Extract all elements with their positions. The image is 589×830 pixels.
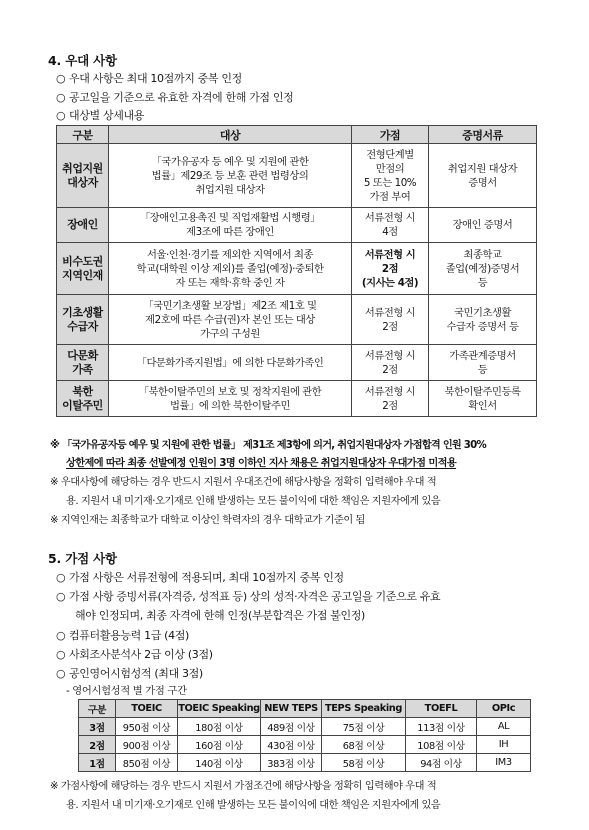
row-category: 다문화 가족 xyxy=(57,345,109,381)
circle-bullet-icon: ○ xyxy=(56,109,66,122)
note-veterans-line2: 상한제에 따라 최종 선발예정 인원이 3명 이하인 지사 채용은 취업지원대상자 우대가점 미적용 xyxy=(66,458,457,469)
row-points: 서류전형 시 4점 xyxy=(352,208,429,243)
header-toeic-speaking: TOEIC Speaking xyxy=(178,700,261,718)
note-preference-line1: ※ 우대사항에 해당하는 경우 반드시 지원서 우대조건에 해당사항을 정확히 입력해야 우대 적 xyxy=(50,477,437,488)
bullet-item: ○ 공고일을 기준으로 유효한 자격에 한해 가점 인정 xyxy=(56,91,294,104)
note-veterans-line1: ※ 「국가유공자등 예우 및 지원에 관한 법률」 제31조 제3항에 의거, 취업지원대상자 가점합격 인원 30% xyxy=(50,440,486,451)
circle-bullet-icon: ○ xyxy=(56,91,66,104)
row-docs: 국민기초생활 수급자 증명서 등 xyxy=(429,295,537,345)
preference-table xyxy=(56,125,537,417)
row-category: 북한 이탈주민 xyxy=(57,381,109,417)
row-target: 「다문화가족지원법」에 의한 다문화가족인 xyxy=(109,345,352,381)
table-row xyxy=(57,243,537,295)
row-category: 기초생활 수급자 xyxy=(57,295,109,345)
row-target: 「국민기초생활 보장법」제2조 제1호 및 제2호에 따른 수급(권)자 본인 또는 대상 가구의 구성원 xyxy=(109,295,352,345)
bullet-item: ○ 공인영어시험성적 (최대 3점) xyxy=(56,667,203,680)
table-header-row xyxy=(57,126,537,144)
circle-bullet-icon: ○ xyxy=(56,629,66,642)
table-header-row xyxy=(79,700,531,718)
circle-bullet-icon: ○ xyxy=(56,590,66,603)
sub-bullet: - 영어시험성적 별 가점 구간 xyxy=(66,685,187,697)
row-category: 비수도권 지역인재 xyxy=(57,243,109,295)
row-docs: 최종학교 졸업(예정)증명서 등 xyxy=(429,243,537,295)
bullet-item: ○ 가점 사항 증빙서류(자격증, 성적표 등) 상의 성적·자격은 공고일을 기준으로 유효 xyxy=(56,590,441,603)
section-4-title: 4. 우대 사항 xyxy=(48,53,117,68)
row-docs: 북한이탈주민등록 확인서 xyxy=(429,381,537,417)
circle-bullet-icon: ○ xyxy=(56,72,66,85)
row-points: 전형단계별 만점의 5 또는 10% 가점 부여 xyxy=(352,144,429,208)
bullet-item: ○ 우대 사항은 최대 10점까지 중복 인정 xyxy=(56,72,242,85)
row-category: 장애인 xyxy=(57,208,109,243)
table-row xyxy=(57,144,537,208)
bullet-continuation: 해야 인정되며, 최종 자격에 한해 인정(부분합격은 가점 불인정) xyxy=(75,609,365,622)
row-target: 「국가유공자 등 예우 및 지원에 관한 법률」제29조 등 보훈 관련 법령상의 취업지원 대상자 xyxy=(109,144,352,208)
row-points: 서류전형 시 2점 xyxy=(352,345,429,381)
row-points: 서류전형 시 2점 xyxy=(352,295,429,345)
note-bonus-line1: ※ 가점사항에 해당하는 경우 반드시 지원서 가점조건에 해당사항을 정확히 입력해야 우대 적 xyxy=(50,781,437,792)
table-row: 3점 950점 이상 180점 이상 489점 이상 75점 이상 113점 이상 AL xyxy=(79,718,531,736)
section-5-title: 5. 가점 사항 xyxy=(48,551,117,566)
bullet-item: ○ 가점 사항은 서류전형에 적용되며, 최대 10점까지 중복 인정 xyxy=(56,571,344,584)
header-toefl: TOEFL xyxy=(406,700,477,718)
table-row xyxy=(57,381,537,417)
circle-bullet-icon: ○ xyxy=(56,571,66,584)
header-new-teps: NEW TEPS xyxy=(261,700,322,718)
header-category: 구분 xyxy=(57,126,109,144)
row-docs: 장애인 증명서 xyxy=(429,208,537,243)
header-target: 대상 xyxy=(109,126,352,144)
table-row: 1점 850점 이상 140점 이상 383점 이상 58점 이상 94점 이상 IM3 xyxy=(79,754,531,772)
table-row: 2점 900점 이상 160점 이상 430점 이상 68점 이상 108점 이상 IH xyxy=(79,736,531,754)
header-toeic: TOEIC xyxy=(116,700,178,718)
row-points: 서류전형 시 2점 (지사는 4점) xyxy=(352,243,429,295)
row-docs: 취업지원 대상자 증명서 xyxy=(429,144,537,208)
row-docs: 가족관계증명서 등 xyxy=(429,345,537,381)
row-target: 「북한이탈주민의 보호 및 정착지원에 관한 법률」에 의한 북한이탈주민 xyxy=(109,381,352,417)
note-regional: ※ 지역인재는 최종학교가 대학교 이상인 학력자의 경우 대학교가 기준이 됨 xyxy=(50,515,365,526)
row-points: 서류전형 시 2점 xyxy=(352,381,429,417)
english-score-table xyxy=(78,699,531,772)
note-bonus-line2: 용. 지원서 내 미기재·오기재로 인해 발생하는 모든 불이익에 대한 책임은 지원자에게 있음 xyxy=(66,800,441,811)
bullet-item: ○ 컴퓨터활용능력 1급 (4점) xyxy=(56,629,189,642)
header-docs: 증명서류 xyxy=(429,126,537,144)
row-target: 「장애인고용촉진 및 직업재활법 시행령」 제3조에 따른 장애인 xyxy=(109,208,352,243)
bullet-item: ○ 대상별 상세내용 xyxy=(56,109,145,122)
header-opic: OPIc xyxy=(477,700,531,718)
header-teps-speaking: TEPS Speaking xyxy=(322,700,406,718)
table-row xyxy=(57,345,537,381)
header-level: 구분 xyxy=(79,700,116,718)
header-points: 가점 xyxy=(352,126,429,144)
table-row xyxy=(57,295,537,345)
row-category: 취업지원 대상자 xyxy=(57,144,109,208)
circle-bullet-icon: ○ xyxy=(56,667,66,680)
row-target: 서울·인천·경기를 제외한 지역에서 최종 학교(대학원 이상 제외)를 졸업(예정)·중퇴한 자 또는 재학·휴학 중인 자 xyxy=(109,243,352,295)
note-preference-line2: 용. 지원서 내 미기재·오기재로 인해 발생하는 모든 불이익에 대한 책임은 지원자에게 있음 xyxy=(66,496,441,507)
table-row xyxy=(57,208,537,243)
bullet-item: ○ 사회조사분석사 2급 이상 (3점) xyxy=(56,648,213,661)
circle-bullet-icon: ○ xyxy=(56,648,66,661)
